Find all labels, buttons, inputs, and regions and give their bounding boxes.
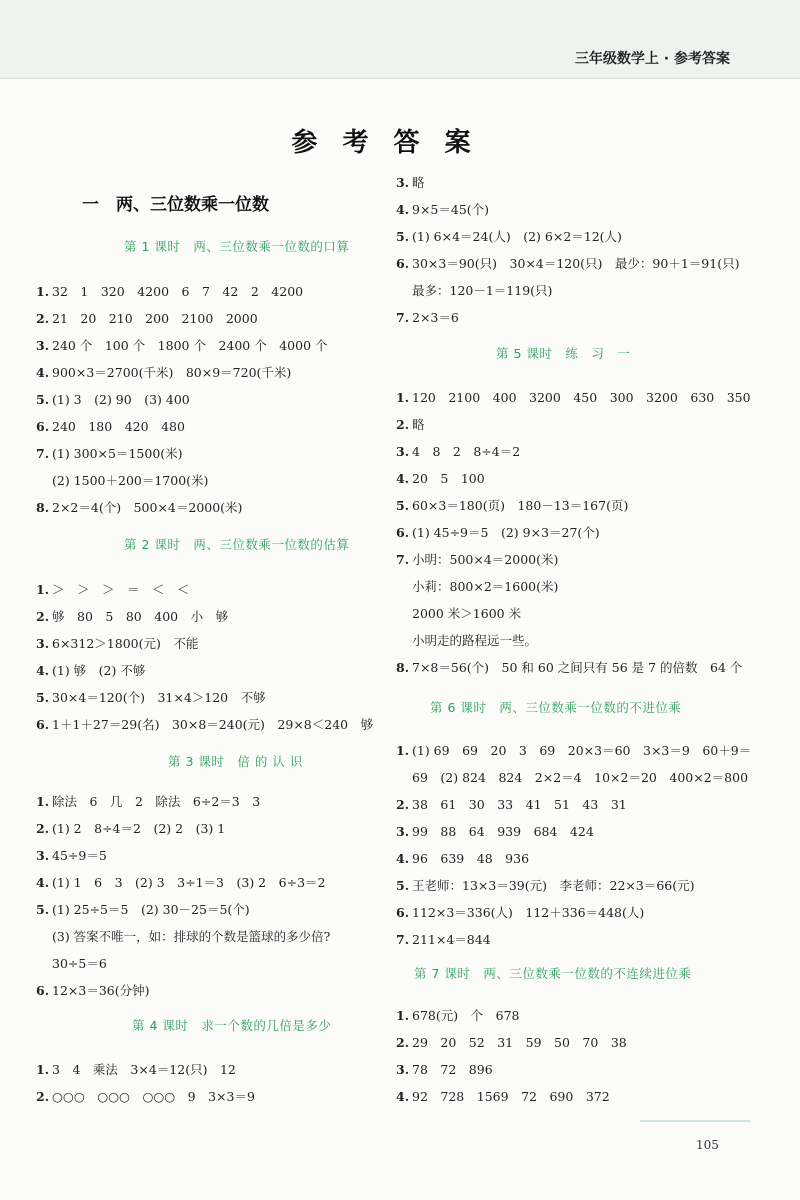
answer-line xyxy=(396,254,739,272)
answer-text: (2) 1500＋200＝1700(米) xyxy=(52,473,209,488)
answer-text: ○○○ ○○○ ○○○ 9 3×3＝9 xyxy=(52,1089,255,1104)
question-number: 8. xyxy=(396,660,410,675)
answer-text: 30÷5＝6 xyxy=(52,956,107,971)
question-number: 1. xyxy=(36,794,50,809)
answer-line xyxy=(396,281,552,299)
answer-text: 96 639 48 936 xyxy=(412,851,530,866)
answer-text: 45÷9＝5 xyxy=(52,848,107,863)
answer-line xyxy=(396,631,537,649)
answer-line xyxy=(36,688,266,706)
answer-line xyxy=(396,550,558,568)
answer-text: 略 xyxy=(412,175,425,190)
answer-text: 2×3＝6 xyxy=(412,310,459,325)
answer-text: 900×3＝2700(千米) 80×9＝720(千米) xyxy=(52,365,292,380)
answer-text: 略 xyxy=(412,417,425,432)
answer-text: 69 (2) 824 824 2×2＝4 10×2＝20 400×2＝800 xyxy=(412,770,749,785)
question-number: 2. xyxy=(396,1035,410,1050)
answer-text: ＞ ＞ ＞ ＝ ＜ ＜ xyxy=(52,582,190,597)
answer-line xyxy=(396,658,742,676)
answer-line xyxy=(396,930,491,948)
answer-line xyxy=(396,415,425,433)
answer-text: (1) 300×5＝1500(米) xyxy=(52,446,183,461)
question-number: 7. xyxy=(36,446,50,461)
question-number: 1. xyxy=(36,582,50,597)
answer-text: (1) 69 69 20 3 69 20×3＝60 3×3＝9 60＋9＝ xyxy=(412,743,752,758)
answer-text: 112×3＝336(人) 112＋336＝448(人) xyxy=(412,905,645,920)
question-number: 3. xyxy=(36,636,50,651)
question-number: 5. xyxy=(36,690,50,705)
question-number: 6. xyxy=(396,525,410,540)
question-number: 2. xyxy=(36,311,50,326)
answer-text: 240 个 100 个 1800 个 2400 个 4000 个 xyxy=(52,338,328,353)
answer-line xyxy=(36,309,258,327)
answer-line xyxy=(396,1033,627,1051)
answer-line xyxy=(36,981,150,999)
answer-line xyxy=(36,846,107,864)
question-number: 6. xyxy=(36,419,50,434)
answer-text: 小明：500×4＝2000(米) xyxy=(412,552,559,567)
answer-text: (1) 1 6 3 (2) 3 3÷1＝3 (3) 2 6÷3＝2 xyxy=(52,875,326,890)
answer-line xyxy=(396,469,485,487)
answer-line xyxy=(36,900,250,918)
question-number: 4. xyxy=(396,202,410,217)
answer-line xyxy=(396,1087,610,1105)
question-number: 6. xyxy=(36,983,50,998)
answer-text: 92 728 1569 72 690 372 xyxy=(412,1089,610,1104)
question-number: 3. xyxy=(396,824,410,839)
answer-line xyxy=(36,580,190,598)
page-title: 参 考 答 案 xyxy=(291,128,479,158)
question-number: 6. xyxy=(396,256,410,271)
question-number: 5. xyxy=(36,902,50,917)
answer-line xyxy=(396,173,425,191)
question-number: 1. xyxy=(36,284,50,299)
answer-line xyxy=(36,1087,255,1105)
answer-text: 38 61 30 33 41 51 43 31 xyxy=(412,797,627,812)
question-number: 5. xyxy=(396,229,410,244)
answer-line xyxy=(396,903,644,921)
answer-text: 120 2100 400 3200 450 300 3200 630 350 xyxy=(412,390,751,405)
answer-line xyxy=(396,822,594,840)
answer-text: 211×4＝844 xyxy=(412,932,491,947)
question-number: 5. xyxy=(396,878,410,893)
lesson-heading: 第 6 课时 两、三位数乘一位数的不进位乘 xyxy=(430,700,682,715)
answer-text: 99 88 64 939 684 424 xyxy=(412,824,594,839)
answer-text: 240 180 420 480 xyxy=(52,419,185,434)
answer-text: (1) 6×4＝24(人) (2) 6×2＝12(人) xyxy=(412,229,622,244)
lesson-heading: 第 2 课时 两、三位数乘一位数的估算 xyxy=(124,537,350,552)
answer-line xyxy=(36,661,145,679)
question-number: 4. xyxy=(36,663,50,678)
answer-line xyxy=(396,1006,519,1024)
answer-line xyxy=(36,1060,236,1078)
answer-text: 2000 米＞1600 米 xyxy=(412,606,522,621)
answer-line xyxy=(396,523,600,541)
question-number: 7. xyxy=(396,310,410,325)
answer-line xyxy=(396,200,489,218)
answer-text: 32 1 320 4200 6 7 42 2 4200 xyxy=(52,284,304,299)
answer-line xyxy=(396,604,521,622)
chapter-title: 一 两、三位数乘一位数 xyxy=(82,195,269,215)
answer-line xyxy=(36,471,208,489)
question-number: 3. xyxy=(396,175,410,190)
question-number: 1. xyxy=(396,743,410,758)
question-number: 6. xyxy=(36,717,50,732)
answer-line xyxy=(36,363,291,381)
question-number: 2. xyxy=(396,797,410,812)
answer-text: (1) 3 (2) 90 (3) 400 xyxy=(52,392,190,407)
answer-line xyxy=(396,308,459,326)
question-number: 3. xyxy=(36,848,50,863)
answer-text: (1) 2 8÷4＝2 (2) 2 (3) 1 xyxy=(52,821,226,836)
answer-text: (3) 答案不唯一，如：排球的个数是篮球的多少倍? xyxy=(52,929,331,944)
question-number: 6. xyxy=(396,905,410,920)
answer-line xyxy=(36,498,242,516)
question-number: 3. xyxy=(36,338,50,353)
answer-line xyxy=(396,768,748,786)
question-number: 5. xyxy=(36,392,50,407)
answer-line xyxy=(36,927,330,945)
answer-text: (1) 25÷5＝5 (2) 30－25＝5(个) xyxy=(52,902,250,917)
answer-text: 小明走的路程远一些。 xyxy=(412,633,538,648)
question-number: 4. xyxy=(396,1089,410,1104)
page-number: 105 xyxy=(696,1138,719,1152)
question-number: 3. xyxy=(396,1062,410,1077)
answer-line xyxy=(36,819,225,837)
answer-line xyxy=(36,954,107,972)
lesson-heading: 第 3 课时 倍 的 认 识 xyxy=(168,754,303,769)
answer-line xyxy=(36,417,185,435)
answer-line xyxy=(36,792,260,810)
answer-text: 4 8 2 8÷4＝2 xyxy=(412,444,521,459)
answer-text: 够 80 5 80 400 小 够 xyxy=(52,609,229,624)
answer-text: 7×8＝56(个) 50 和 60 之间只有 56 是 7 的倍数 64 个 xyxy=(412,660,743,675)
answer-text: 除法 6 几 2 除法 6÷2＝3 3 xyxy=(52,794,261,809)
footer-rule xyxy=(640,1120,750,1122)
answer-text: (1) 够 (2) 不够 xyxy=(52,663,146,678)
question-number: 7. xyxy=(396,932,410,947)
answer-text: 2×2＝4(个) 500×4＝2000(米) xyxy=(52,500,243,515)
answer-text: 王老师：13×3＝39(元) 李老师：22×3＝66(元) xyxy=(412,878,695,893)
lesson-heading: 第 1 课时 两、三位数乘一位数的口算 xyxy=(124,239,350,254)
answer-line xyxy=(396,849,529,867)
question-number: 8. xyxy=(36,500,50,515)
question-number: 4. xyxy=(36,875,50,890)
answer-text: 60×3＝180(页) 180－13＝167(页) xyxy=(412,498,629,513)
question-number: 2. xyxy=(36,1089,50,1104)
answer-text: 3 4 乘法 3×4＝12(只) 12 xyxy=(52,1062,236,1077)
answer-text: 30×3＝90(只) 30×4＝120(只) 最少：90＋1＝91(只) xyxy=(412,256,740,271)
answer-line xyxy=(36,336,328,354)
answer-text: 29 20 52 31 59 50 70 38 xyxy=(412,1035,627,1050)
answer-line xyxy=(36,607,228,625)
question-number: 4. xyxy=(36,365,50,380)
answer-line xyxy=(36,715,373,733)
answer-line xyxy=(396,227,622,245)
answer-line xyxy=(396,741,751,759)
question-number: 1. xyxy=(36,1062,50,1077)
answer-line xyxy=(36,390,190,408)
lesson-heading: 第 5 课时 练 习 一 xyxy=(496,346,631,361)
answer-line xyxy=(396,442,520,460)
answer-line xyxy=(36,873,325,891)
answer-text: 30×4＝120(个) 31×4＞120 不够 xyxy=(52,690,266,705)
answer-text: 最多：120－1＝119(只) xyxy=(412,283,553,298)
question-number: 5. xyxy=(396,498,410,513)
lesson-heading: 第 7 课时 两、三位数乘一位数的不连续进位乘 xyxy=(414,966,692,981)
question-number: 7. xyxy=(396,552,410,567)
answer-text: 12×3＝36(分钟) xyxy=(52,983,150,998)
answer-line xyxy=(396,876,694,894)
answer-text: 678(元) 个 678 xyxy=(412,1008,520,1023)
answer-text: 21 20 210 200 2100 2000 xyxy=(52,311,258,326)
question-number: 2. xyxy=(36,821,50,836)
question-number: 2. xyxy=(396,417,410,432)
answer-line xyxy=(36,444,183,462)
answer-line xyxy=(36,282,303,300)
answer-text: 78 72 896 xyxy=(412,1062,493,1077)
answer-line xyxy=(396,496,628,514)
running-header: 三年级数学上 · 参考答案 xyxy=(574,51,730,67)
lesson-heading: 第 4 课时 求一个数的几倍是多少 xyxy=(132,1018,332,1033)
question-number: 1. xyxy=(396,1008,410,1023)
answer-text: 20 5 100 xyxy=(412,471,485,486)
answer-text: (1) 45÷9＝5 (2) 9×3＝27(个) xyxy=(412,525,600,540)
answer-line xyxy=(396,577,558,595)
question-number: 1. xyxy=(396,390,410,405)
answer-line xyxy=(396,1060,493,1078)
answer-text: 小莉：800×2＝1600(米) xyxy=(412,579,559,594)
question-number: 4. xyxy=(396,851,410,866)
answer-text: 1＋1＋27＝29(名) 30×8＝240(元) 29×8＜240 够 xyxy=(52,717,374,732)
question-number: 3. xyxy=(396,444,410,459)
answer-line xyxy=(36,634,198,652)
answer-line xyxy=(396,795,627,813)
question-number: 4. xyxy=(396,471,410,486)
answer-text: 9×5＝45(个) xyxy=(412,202,490,217)
answer-line xyxy=(396,388,751,406)
answer-text: 6×312＞1800(元) 不能 xyxy=(52,636,199,651)
question-number: 2. xyxy=(36,609,50,624)
